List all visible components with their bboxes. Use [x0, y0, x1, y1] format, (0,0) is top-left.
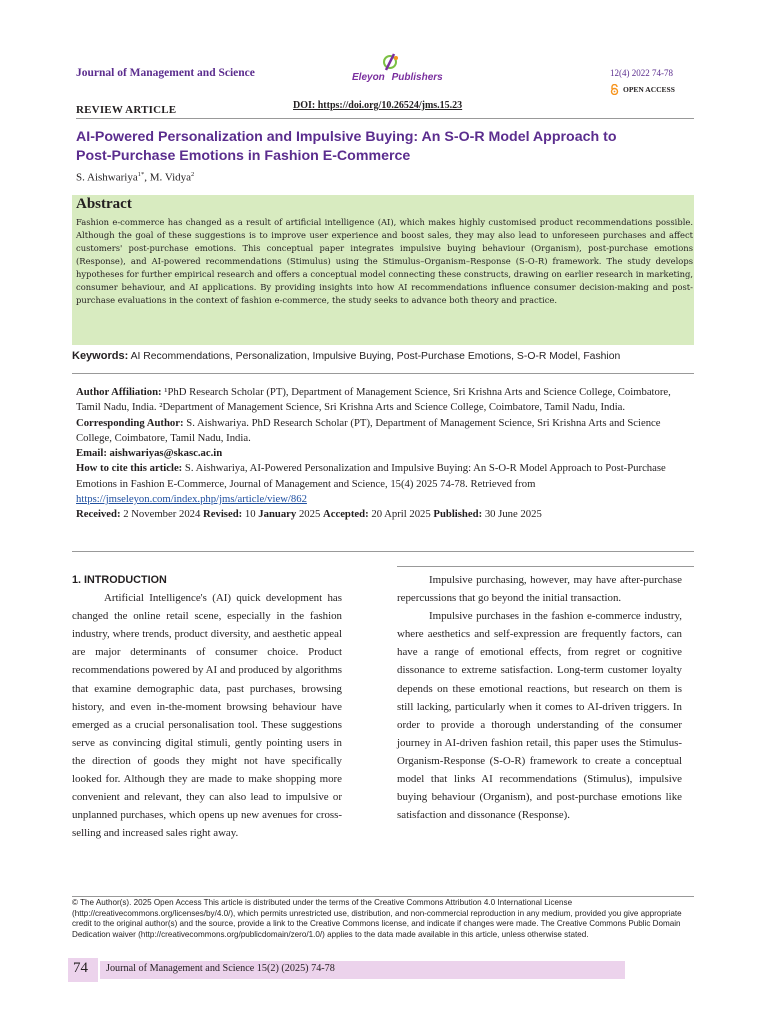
keywords-divider — [72, 373, 694, 374]
keywords-value: AI Recommendations, Personalization, Impulsive Buying, Post-Purchase Emotions, S-O-R Model, Fashion — [128, 351, 621, 362]
doi-link[interactable]: DOI: https://doi.org/10.26524/jms.15.23 — [293, 100, 463, 111]
title-line-2: Post-Purchase Emotions in Fashion E-Commerce — [76, 148, 411, 164]
email-line — [76, 446, 694, 461]
revised-date-pre: 10 — [242, 508, 259, 521]
header-divider — [76, 118, 694, 119]
corresponding-author — [76, 416, 694, 447]
issue-info: 12(4) 2022 74-78 — [610, 68, 673, 78]
email-address[interactable]: aishwariyas@skasc.ac.in — [109, 447, 223, 460]
revised-date-post: 2025 — [296, 508, 323, 521]
page-number: 74 — [73, 960, 88, 976]
left-column — [72, 571, 342, 842]
affiliation-block — [76, 385, 694, 523]
published-label: Published: — [433, 508, 483, 521]
citation-text: S. Aishwariya, AI-Powered Personalization and Impulsive Buying: An S-O-R Model Approach to Post-Purchase Emotions in Fashion E-Commerce, Journal of Management and Science, 15(4) 2025 74-78. Retrieved from — [76, 462, 666, 490]
publisher-logo-icon — [350, 50, 450, 90]
corresponding-text: S. Aishwariya. PhD Research Scholar (PT), Department of Management Science, Sri Krishna Arts and Science College, Coimbatore, Tamil Nadu, India. — [76, 416, 661, 444]
published-date: 30 June 2025 — [482, 508, 542, 521]
logo-text-right: Publishers — [391, 72, 443, 83]
open-access-label: OPEN ACCESS — [623, 85, 675, 94]
left-paragraph-1: Artificial Intelligence's (AI) quick development has changed the online retail scene, especially in the fashion industry, where trends, product diversity, and aesthetic appeal are major determinants of consumer choice. Product recommendations powered by AI and produced by algorithms that examine demographic data, past purchases, browsing history, and even in-the-moment browsing behaviour have emerged as a crucial personalisation tool. These suggestions serve as convincing digital stimuli, gently pointing users in the direction of goods they might not have specifically looked for. Although they are made to make shopping more convenient and relevant, they can also lead to impulsive or unplanned purchases, which opens up new avenues for cross-selling and increased sales right away. — [72, 592, 342, 840]
author-affiliation — [76, 385, 694, 416]
author-1-sup: 1* — [137, 171, 145, 178]
revised-month: January — [258, 508, 297, 521]
publisher-logo — [350, 50, 450, 90]
corresponding-label: Corresponding Author: — [76, 416, 184, 429]
received-date: 2 November 2024 — [120, 508, 204, 521]
author-list — [76, 171, 194, 184]
author-2: M. Vidya — [149, 171, 192, 184]
email-label: Email: — [76, 447, 110, 460]
footer-journal-citation: Journal of Management and Science 15(2) (2025) 74-78 — [106, 963, 335, 974]
citation — [76, 461, 694, 507]
logo-text-left: Eleyon — [352, 72, 385, 83]
title-line-1: AI-Powered Personalization and Impulsive Buying: An S-O-R Model Approach to — [76, 129, 617, 145]
accepted-date: 20 April 2025 — [368, 508, 434, 521]
open-access-badge — [610, 84, 675, 95]
right-paragraph-2: Impulsive purchases in the fashion e-commerce industry, where aesthetics and self-expression are frequently factors, can have a range of emotional effects, from regret or cognitive dissonance to extreme satisfaction. Long-term customer loyalty depends on these emotional reactions, but research on them is still lacking, particularly when it comes to AI-driven triggers. In order to provide a thorough understanding of the consumer journey in AI-driven fashion retail, this paper uses the Stimulus-Organism-Response (S-O-R) framework to create a conceptual model that links AI recommendations (Stimulus), impulsive buying behaviour (Organism), and post-purchase emotions like satisfaction and dissonance (Response). — [397, 610, 682, 822]
right-paragraph-1: Impulsive purchasing, however, may have after-purchase repercussions that go beyond the initial transaction. — [397, 574, 682, 605]
article-title — [76, 128, 696, 166]
abstract-heading: Abstract — [76, 196, 132, 212]
author-separator: , — [144, 171, 150, 184]
section-heading: 1. INTRODUCTION — [72, 574, 167, 586]
open-access-icon — [610, 84, 619, 95]
right-column — [397, 571, 682, 824]
right-column-top-rule — [397, 566, 694, 567]
citation-label: How to cite this article: — [76, 462, 183, 475]
affiliation-label: Author Affiliation: — [76, 386, 162, 398]
keywords — [72, 350, 694, 362]
received-label: Received: — [76, 508, 121, 521]
body-divider — [72, 551, 694, 552]
license-text: © The Author(s). 2025 Open Access This article is distributed under the terms of the Creative Commons Attribution 4.0 International License (http://creativecommons.org/licenses/by/4.0/), which permits unrestricted use, distribution, and non-commercial reproduction in any medium, provided you give appropriate credit to the original author(s) and the source, provide a link to the Creative Commons license, and indicate if changes were made. The Creative Commons Public Domain Dedication waiver (http://creativecommons.org/publicdomain/zero/1.0/) applies to the data made available in this article, unless otherwise stated. — [72, 898, 682, 939]
journal-name: Journal of Management and Science — [76, 67, 255, 79]
revised-label: Revised: — [203, 508, 243, 521]
abstract-text: Fashion e-commerce has changed as a result of artificial intelligence (AI), which makes highly customised product recommendations possible. Although the goal of these suggestions is to improve user experience and boost sales, they may also lead to unforeseen purchases and affect customers' post-purchase emotions. This conceptual paper integrates impulsive buying behaviour (Organism), post-purchase emotions (Response), and AI-powered recommendations (Stimulus) using the Stimulus–Organism–Response (S-O-R) framework. The study develops hypotheses for further empirical research and offers a conceptual model connecting these constructs, drawing on earlier research in marketing, consumer behaviour, and AI applications. By providing insights into how AI recommendations influence consumer decision-making and post-purchase evaluations in the context of fashion e-commerce, the study seeks to advance both theory and practice. — [76, 217, 693, 306]
accepted-label: Accepted: — [322, 508, 369, 521]
author-1: S. Aishwariya — [76, 171, 138, 184]
citation-url[interactable]: https://jmseleyon.com/index.php/jms/article/view/862 — [76, 493, 307, 506]
author-2-sup: 2 — [191, 171, 195, 178]
footer-divider — [72, 896, 694, 897]
article-type: REVIEW ARTICLE — [76, 104, 177, 116]
keywords-label: Keywords: — [72, 350, 129, 362]
affiliation-text: ¹PhD Research Scholar (PT), Department of Management Science, Sri Krishna Arts and Science College, Coimbatore, Tamil Nadu, India. ²Department of Management Science, Sri Krishna Arts and Science College, Coimbatore, Tamil Nadu, India. — [76, 386, 671, 414]
dates-line — [76, 507, 694, 522]
